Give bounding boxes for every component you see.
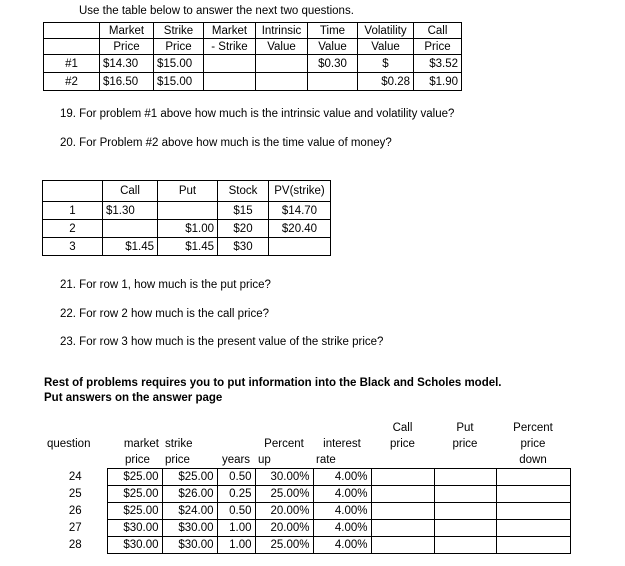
black-scholes-table bbox=[44, 420, 571, 554]
table1-header-cell: Value bbox=[308, 39, 358, 55]
market-price-cell: $30.00 bbox=[107, 520, 162, 537]
table-row bbox=[44, 469, 570, 486]
question-20: 20. For Problem #2 above how much is the time value of money? bbox=[60, 137, 392, 149]
header-market-price: price bbox=[125, 454, 150, 466]
table1-header-cell: Market bbox=[100, 23, 154, 39]
header-put: Put bbox=[456, 422, 474, 434]
table1-header-cell: - Strike bbox=[204, 39, 256, 55]
header-percent-price: Percent bbox=[513, 422, 553, 434]
interest-rate-cell: 4.00% bbox=[313, 486, 371, 503]
percent-price-down-answer-cell[interactable] bbox=[496, 486, 570, 503]
interest-rate-cell: 4.00% bbox=[313, 469, 371, 486]
years-cell: 1.00 bbox=[217, 520, 255, 537]
table1-cell: $14.30 bbox=[100, 55, 154, 73]
table1-cell: $0.28 bbox=[358, 73, 414, 91]
header-call: Call bbox=[392, 422, 413, 434]
table1-header-cell: Price bbox=[100, 39, 154, 55]
question-number: 24 bbox=[68, 471, 82, 483]
table-row bbox=[43, 202, 331, 220]
table1-cell bbox=[256, 55, 308, 73]
table2-cell bbox=[103, 220, 158, 238]
put-price-answer-cell[interactable] bbox=[434, 486, 496, 503]
interest-rate-cell: 4.00% bbox=[313, 537, 371, 554]
table1-header-cell: Value bbox=[256, 39, 308, 55]
years-cell: 1.00 bbox=[217, 537, 255, 554]
intro-text: Use the table below to answer the next two questions. bbox=[79, 5, 354, 17]
table1-cell: $16.50 bbox=[100, 73, 154, 91]
percent-price-down-answer-cell[interactable] bbox=[496, 537, 570, 554]
header-down: down bbox=[519, 454, 547, 466]
table1-cell: $15.00 bbox=[154, 73, 204, 91]
percent-up-cell: 25.00% bbox=[255, 537, 313, 554]
market-price-cell: $25.00 bbox=[107, 486, 162, 503]
put-price-answer-cell[interactable] bbox=[434, 520, 496, 537]
table1-header-cell: Strike bbox=[154, 23, 204, 39]
call-price-answer-cell[interactable] bbox=[371, 503, 434, 520]
table1-header-row-1 bbox=[44, 23, 462, 39]
question-number: 25 bbox=[68, 488, 82, 500]
years-cell: 0.50 bbox=[217, 503, 255, 520]
header-percent: Percent bbox=[264, 438, 304, 450]
strike-price-cell: $30.00 bbox=[162, 520, 217, 537]
table-row bbox=[43, 220, 331, 238]
table1-header-cell bbox=[44, 23, 100, 39]
table-row bbox=[44, 73, 462, 91]
percent-up-cell: 20.00% bbox=[255, 520, 313, 537]
table1-header-cell: Intrinsic bbox=[256, 23, 308, 39]
call-price-answer-cell[interactable] bbox=[371, 537, 434, 554]
table2-header-cell: Call bbox=[103, 181, 158, 202]
table3-header-row-1 bbox=[44, 420, 570, 436]
percent-price-down-answer-cell[interactable] bbox=[496, 469, 570, 486]
table2-header-cell: Stock bbox=[218, 181, 269, 202]
table2-header-cell: Put bbox=[158, 181, 218, 202]
percent-price-down-answer-cell[interactable] bbox=[496, 503, 570, 520]
table1-header-cell: Market bbox=[204, 23, 256, 39]
table2-cell: $30 bbox=[218, 238, 269, 256]
table2-cell: $1.00 bbox=[158, 220, 218, 238]
options-table-1 bbox=[43, 22, 462, 91]
interest-rate-cell: 4.00% bbox=[313, 503, 371, 520]
table1-cell: $15.00 bbox=[154, 55, 204, 73]
interest-rate-cell: 4.00% bbox=[313, 520, 371, 537]
bs-instruction-line-2: Put answers on the answer page bbox=[44, 392, 223, 404]
table2-cell bbox=[158, 202, 218, 220]
header-question: question bbox=[47, 438, 91, 450]
put-price-answer-cell[interactable] bbox=[434, 537, 496, 554]
table2-header-cell: PV(strike) bbox=[269, 181, 331, 202]
question-22: 22. For row 2 how much is the call price? bbox=[60, 308, 270, 320]
strike-price-cell: $24.00 bbox=[162, 503, 217, 520]
table-row bbox=[44, 537, 570, 554]
table1-header-cell: Volatility bbox=[358, 23, 414, 39]
table2-cell: $20.40 bbox=[269, 220, 331, 238]
table2-cell: 1 bbox=[43, 202, 103, 220]
table-row bbox=[44, 503, 570, 520]
percent-up-cell: 30.00% bbox=[255, 469, 313, 486]
table1-cell: $3.52 bbox=[414, 55, 462, 73]
header-market: market bbox=[123, 438, 159, 450]
header-call-price: price bbox=[390, 438, 415, 450]
header-percent-price-2: price bbox=[520, 438, 546, 450]
bs-instruction-line-1: Rest of problems requires you to put information into the Black and Scholes model. bbox=[44, 377, 502, 389]
strike-price-cell: $26.00 bbox=[162, 486, 217, 503]
table1-cell: $0.30 bbox=[308, 55, 358, 73]
question-number: 28 bbox=[68, 539, 82, 551]
header-rate: rate bbox=[316, 454, 336, 466]
put-price-answer-cell[interactable] bbox=[434, 469, 496, 486]
question-21: 21. For row 1, how much is the put price? bbox=[60, 279, 271, 291]
percent-up-cell: 25.00% bbox=[255, 486, 313, 503]
table1-header-cell: Call bbox=[414, 23, 462, 39]
table1-header-cell: Time bbox=[308, 23, 358, 39]
header-years: years bbox=[221, 454, 251, 466]
header-strike: strike bbox=[165, 438, 193, 450]
question-23: 23. For row 3 how much is the present value of the strike price? bbox=[60, 336, 384, 348]
table1-cell bbox=[256, 73, 308, 91]
header-put-price: price bbox=[452, 438, 478, 450]
table-row bbox=[43, 238, 331, 256]
header-interest: interest bbox=[323, 438, 361, 450]
table1-header-row-2 bbox=[44, 39, 462, 55]
table2-cell bbox=[269, 238, 331, 256]
call-price-answer-cell[interactable] bbox=[371, 469, 434, 486]
table1-header-cell: Value bbox=[358, 39, 414, 55]
table1-cell bbox=[204, 55, 256, 73]
table1-cell: #2 bbox=[44, 73, 100, 91]
header-up: up bbox=[258, 454, 271, 466]
years-cell: 0.50 bbox=[217, 469, 255, 486]
put-price-answer-cell[interactable] bbox=[434, 503, 496, 520]
table1-cell bbox=[308, 73, 358, 91]
table1-cell: #1 bbox=[44, 55, 100, 73]
table2-cell: $14.70 bbox=[269, 202, 331, 220]
question-19: 19. For problem #1 above how much is the intrinsic value and volatility value? bbox=[60, 108, 455, 120]
table1-header-cell bbox=[44, 39, 100, 55]
options-table-2 bbox=[42, 180, 331, 256]
table3-header-row-2 bbox=[44, 436, 570, 452]
table1-cell bbox=[204, 73, 256, 91]
header-strike-price: price bbox=[165, 454, 190, 466]
market-price-cell: $25.00 bbox=[107, 503, 162, 520]
table2-header-cell bbox=[43, 181, 103, 202]
question-number: 27 bbox=[68, 522, 82, 534]
percent-price-down-answer-cell[interactable] bbox=[496, 520, 570, 537]
question-number: 26 bbox=[68, 505, 82, 517]
table1-cell: $ bbox=[358, 55, 414, 73]
market-price-cell: $30.00 bbox=[107, 537, 162, 554]
market-price-cell: $25.00 bbox=[107, 469, 162, 486]
table2-cell: $20 bbox=[218, 220, 269, 238]
table2-cell: $1.45 bbox=[158, 238, 218, 256]
table3-header-row-3 bbox=[44, 452, 570, 469]
table2-cell: $1.30 bbox=[103, 202, 158, 220]
years-cell: 0.25 bbox=[217, 486, 255, 503]
call-price-answer-cell[interactable] bbox=[371, 486, 434, 503]
table-row bbox=[44, 55, 462, 73]
call-price-answer-cell[interactable] bbox=[371, 520, 434, 537]
table1-header-cell: Price bbox=[414, 39, 462, 55]
strike-price-cell: $30.00 bbox=[162, 537, 217, 554]
table2-header-row bbox=[43, 181, 331, 202]
strike-price-cell: $25.00 bbox=[162, 469, 217, 486]
table-row bbox=[44, 486, 570, 503]
percent-up-cell: 20.00% bbox=[255, 503, 313, 520]
table2-cell: $1.45 bbox=[103, 238, 158, 256]
table1-cell: $1.90 bbox=[414, 73, 462, 91]
table2-cell: $15 bbox=[218, 202, 269, 220]
table-row bbox=[44, 520, 570, 537]
table2-cell: 3 bbox=[43, 238, 103, 256]
table1-header-cell: Price bbox=[154, 39, 204, 55]
table2-cell: 2 bbox=[43, 220, 103, 238]
